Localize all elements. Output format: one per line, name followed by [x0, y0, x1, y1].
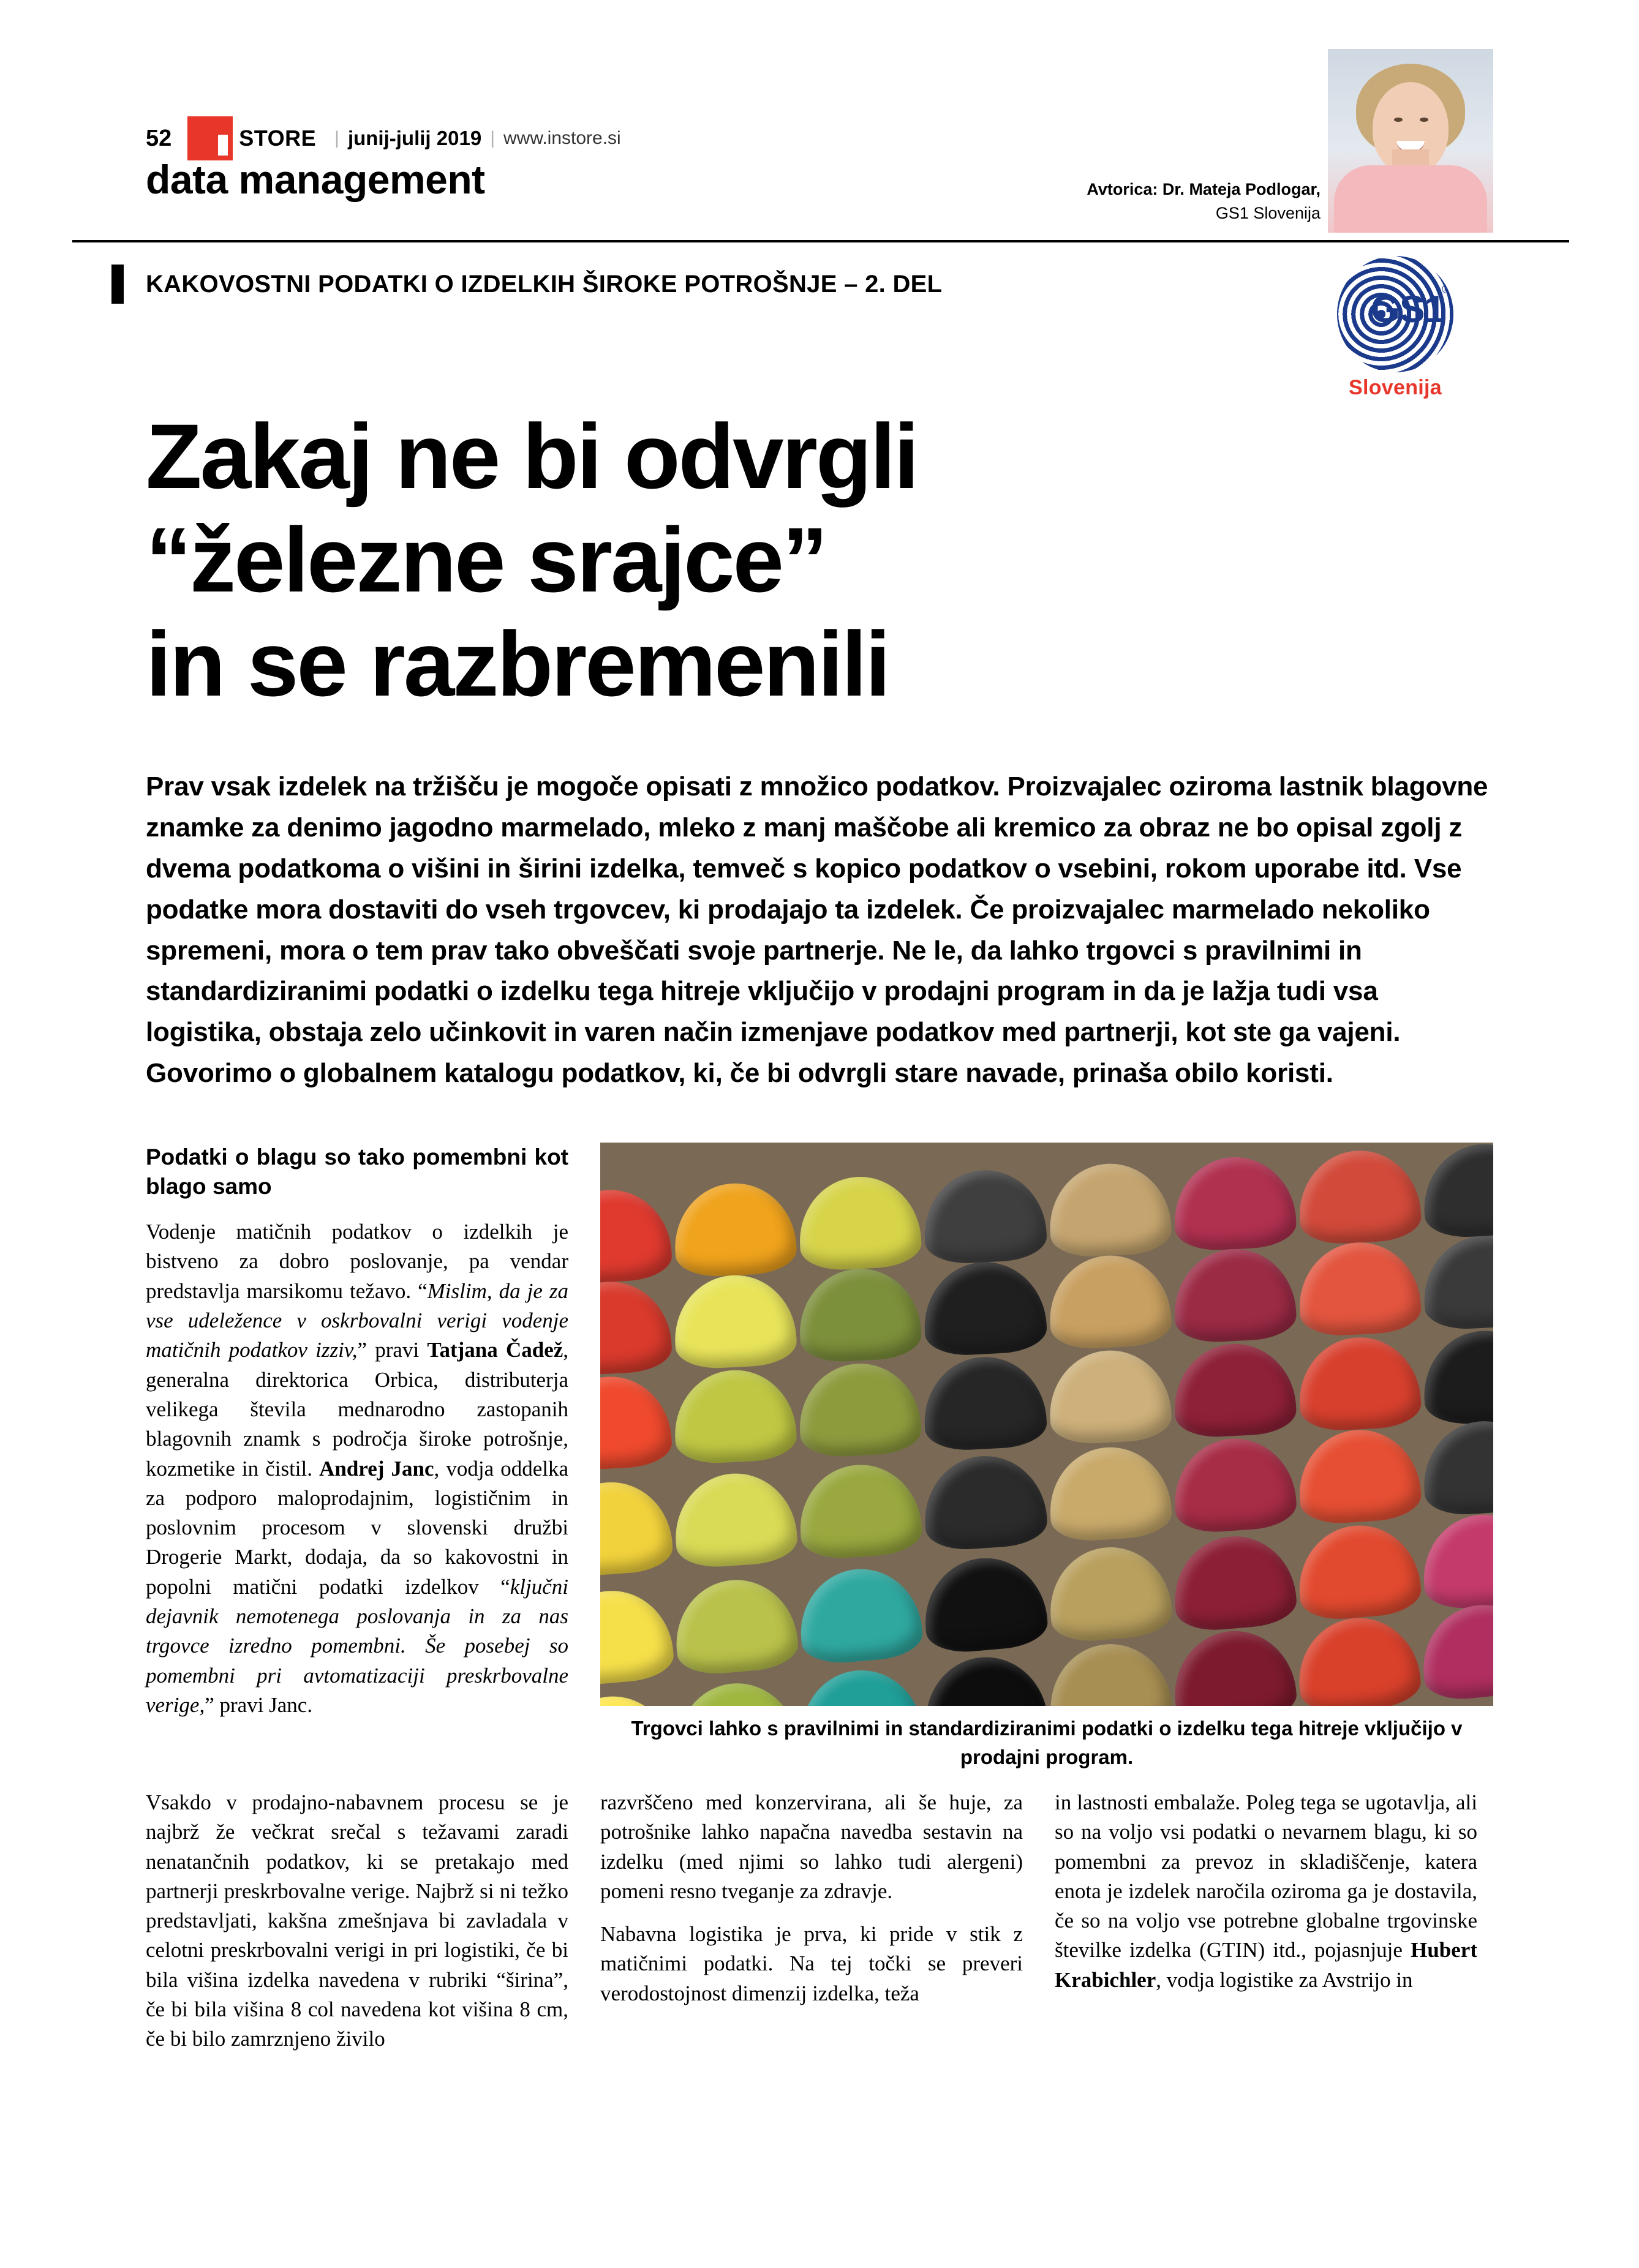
body-column-2 — [600, 1788, 1023, 2022]
instore-logo-word: STORE — [239, 126, 317, 151]
kicker-accent-bar — [111, 265, 124, 304]
gs1-logo — [1297, 256, 1493, 400]
section-title: data management — [146, 157, 485, 202]
headline-line-2: “železne srajce” — [146, 508, 826, 611]
person-name: Hubert Krabichler — [1055, 1938, 1477, 1992]
headline-line-1: Zakaj ne bi odvrgli — [146, 404, 917, 508]
website-url: www.instore.si — [503, 128, 621, 148]
paragraph-text: , vodja logistike za Avstrijo in — [1156, 1967, 1413, 1992]
author-photo — [1328, 49, 1493, 233]
byline-author: Avtorica: Dr. Mateja Podlogar, — [1087, 180, 1321, 198]
person-name: Andrej Janc — [319, 1456, 434, 1481]
masthead-separator-2: | — [490, 128, 495, 148]
masthead-separator-1: | — [334, 128, 339, 148]
gs1-logo-circle — [1337, 256, 1453, 372]
paragraph-text: ” pravi — [357, 1338, 428, 1362]
paragraph-quote-italic: Mislim, da je za vse udeležence v oskrbovalni verigi vodenje matičnih podatkov izziv, — [146, 1279, 568, 1362]
body-column-1 — [146, 1143, 568, 1733]
paragraph: Vsakdo v prodajno-nabavnem procesu se je najbrž že večkrat srečal s težavami zaradi nenatančnih podatkov, ki se pretakajo med partnerji preskrbovalne verige. Najbrž si ni težko predstavljati, kakšna zmešnjava bi zavladala v celotni preskrbovalni verigi in pri logistiki, če bi bila višina izdelka navedena v rubriki “širina”, če bi bila višina 8 col navedena kot višina 8 cm, če bi bilo zamrznjeno živilo — [146, 1790, 568, 2051]
paragraph — [1055, 1788, 1477, 1995]
byline — [1087, 178, 1321, 225]
header-divider — [72, 240, 1569, 242]
photo-caption: Trgovci lahko s pravilnimi in standardiziranimi podatki o izdelku tega hitreje vključijo v prodajni program. — [631, 1717, 1463, 1768]
lead-paragraph: Prav vsak izdelek na tržišču je mogoče opisati z množico podatkov. Proizvajalec oziroma lastnik blagovne znamke za denimo jagodno marmelado, mleko z manj maščobe ali kremico za obraz ne bo opisal zgolj z dvema podatkoma o višini in širini izdelka, temveč s kopico podatkov o vsebini, rokom uporabe itd. Vse podatke mora dostaviti do vseh trgovcev, ki prodajajo ta izdelek. Če proizvajalec marmelado nekoliko spremeni, mora o tem prav tako obveščati svoje partnerje. Ne le, da lahko trgovci s pravilnimi in standardiziranimi podatki o izdelku tega hitreje vključijo v prodajni program in da je lažja tudi vsa logistika, obstaja zelo učinkovit in varen način izmenjave podatkov med partnerji, kot ste ga vajeni. Govorimo o globalnem katalogu podatkov, ki, če bi odvrgli stare navade, prinaša obilo koristi. — [146, 772, 1488, 1089]
gs1-logo-wordmark: GS1 — [1370, 288, 1445, 331]
issue-date: junij-julij 2019 — [347, 127, 482, 149]
body-subheading: Podatki o blagu so tako pomembni kot blago samo — [146, 1144, 568, 1200]
paragraph-text: , vodja oddelka za podporo maloprodajnim, logističnim in poslovnim procesom v slovenski družbi Drogerie Markt, dodaja, da so kakovostni in popolni matični podatki izdelkov “ — [146, 1456, 568, 1599]
body-column-1-lower — [146, 1788, 568, 2068]
headline — [146, 405, 1432, 716]
registered-trademark-icon: ® — [1442, 283, 1451, 296]
paragraph-text: in lastnosti embalaže. Poleg tega se ugotavlja, ali so na voljo vsi podatki o nevarnem blagu, ki so pomembni za prevoz in skladiščenje, katera enota je izdelek naročila oziroma ga je dostavila, če so na voljo vse potrebne globalne trgovinske številke izdelka (GTIN) itd., pojasnjuje — [1055, 1790, 1477, 1962]
page-number: 52 — [146, 125, 172, 151]
person-name: Tatjana Čadež — [427, 1338, 563, 1362]
headline-line-3: in se razbremenili — [146, 612, 889, 715]
article-photo — [600, 1143, 1493, 1706]
byline-organization: GS1 Slovenija — [1215, 204, 1321, 223]
paragraph: razvrščeno med konzervirana, ali še huje, za potrošnike lahko napačna navedba sestavin na izdelku (med njimi so lahko tudi alergeni) pomeni resno tveganje za zdravje. — [600, 1790, 1023, 1903]
body-column-3 — [1055, 1788, 1477, 2008]
instore-logo — [187, 116, 316, 160]
gs1-logo-country: Slovenija — [1349, 376, 1442, 399]
masthead — [146, 116, 1493, 160]
paragraph — [146, 1217, 568, 1720]
paragraph-quote-italic: ključni dejavnik nemotenega poslovanja in za nas trgovce izredno pomembni. Še posebej so pomembni pri avtomatizaciji preskrbovalne verige, — [146, 1574, 568, 1717]
paragraph-text: Vodenje matičnih podatkov o izdelkih je bistveno za dobro poslovanje, pa vendar predstavlja marsikomu težavo. “ — [146, 1220, 568, 1303]
author-photo-body — [1334, 165, 1487, 233]
instore-logo-in: IN — [198, 130, 217, 150]
paragraph: Nabavna logistika je prva, ki pride v stik z matičnimi podatki. Na tej točki se preveri verodostojnost dimenzij izdelka, teža — [600, 1922, 1023, 2005]
instore-logo-mark — [187, 116, 233, 160]
author-photo-eye-left — [1394, 118, 1403, 122]
kicker-text: KAKOVOSTNI PODATKI O IZDELKIH ŠIROKE POTROŠNJE – 2. DEL — [146, 271, 943, 298]
paragraph-text: , generalna direktorica Orbica, distributerja velikega števila mednarodno zastopanih blagovnih znamk s področja široke potrošnje, kozmetike in čistil. — [146, 1338, 569, 1481]
paragraph-text: ” pravi Janc. — [205, 1692, 313, 1717]
author-photo-eye-right — [1420, 118, 1428, 122]
